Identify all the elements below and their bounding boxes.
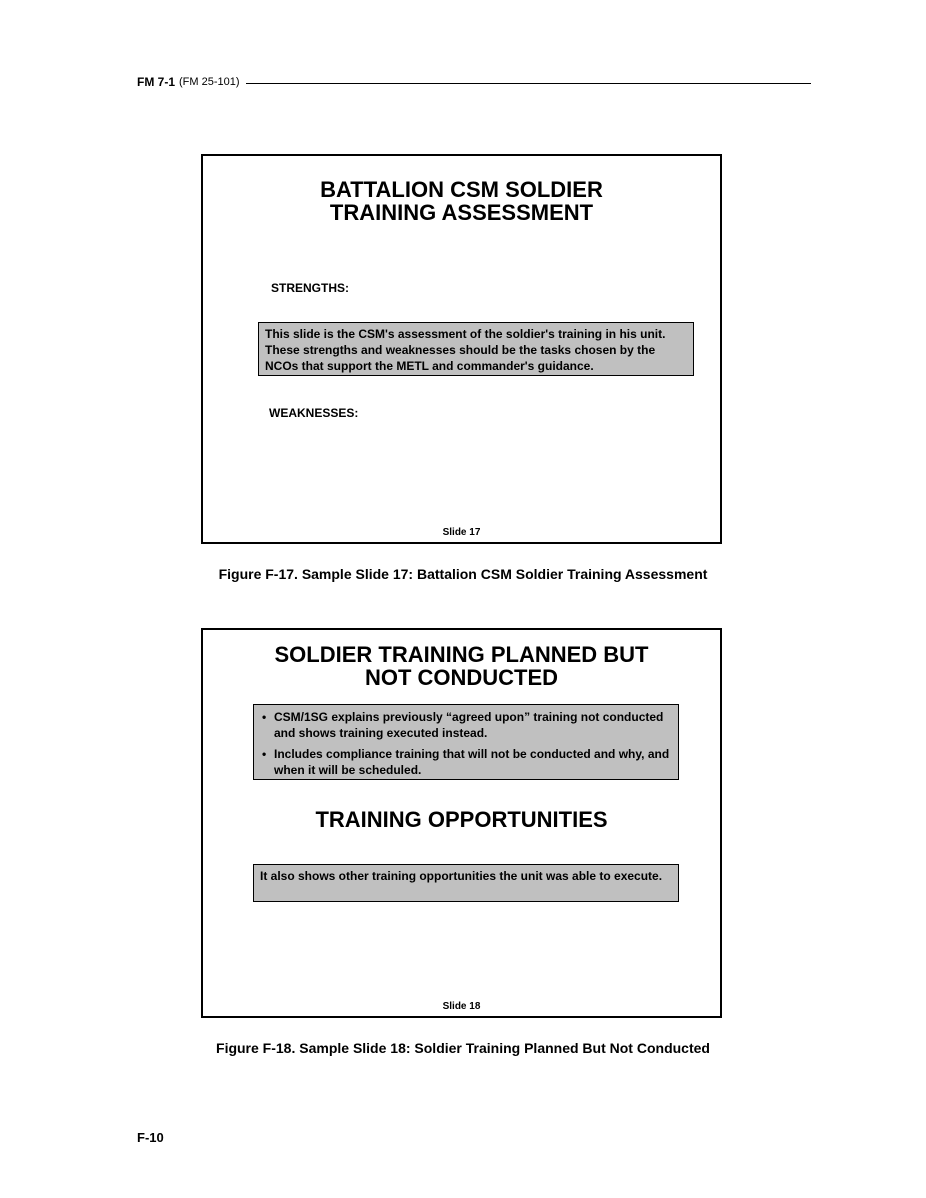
training-opportunities-heading: TRAINING OPPORTUNITIES — [315, 807, 608, 832]
slide-17-number: Slide 17 — [442, 527, 481, 538]
bullet-item: • CSM/1SG explains previously “agreed upon” training not conducted and shows training executed instead. — [262, 710, 664, 740]
slide-17-title-line-2: TRAINING ASSESSMENT — [329, 200, 594, 225]
slide-18-title-line-1: SOLDIER TRAINING PLANNED BUT — [274, 642, 649, 667]
figure-f17-caption: Figure F-17. Sample Slide 17: Battalion CSM Soldier Training Assessment — [218, 566, 708, 582]
running-header — [137, 73, 811, 91]
slide-18-number: Slide 18 — [442, 1001, 481, 1012]
slide-17-note-box: This slide is the CSM's assessment of the soldier's training in his unit. These strengths and weaknesses should be the tasks chosen by the NCOs that support the METL and commander's guidance. — [258, 322, 694, 376]
slide-18-title — [203, 643, 720, 689]
slide-17-title — [203, 178, 720, 224]
slide-18-title-line-2: NOT CONDUCTED — [364, 665, 559, 690]
document-sub-id: (FM 25-101) — [179, 76, 240, 88]
bullet-item: • Includes compliance training that will not be conducted and why, and when it will be scheduled. — [262, 747, 670, 777]
weaknesses-label: WEAKNESSES: — [269, 406, 359, 420]
strengths-label: STRENGTHS: — [271, 281, 349, 295]
slide-17-title-line-1: BATTALION CSM SOLDIER — [320, 177, 603, 202]
page-number: F-10 — [137, 1130, 164, 1145]
document-id: FM 7-1 — [137, 75, 176, 89]
slide-18 — [201, 628, 722, 1018]
slide-18-note-box: It also shows other training opportunities the unit was able to execute. — [253, 864, 679, 902]
slide-18-bullet-box — [253, 704, 679, 780]
figure-f18-caption: Figure F-18. Sample Slide 18: Soldier Training Planned But Not Conducted — [216, 1040, 710, 1056]
header-rule — [246, 83, 811, 84]
slide-18-bullet-list — [260, 709, 672, 778]
slide-17 — [201, 154, 722, 544]
